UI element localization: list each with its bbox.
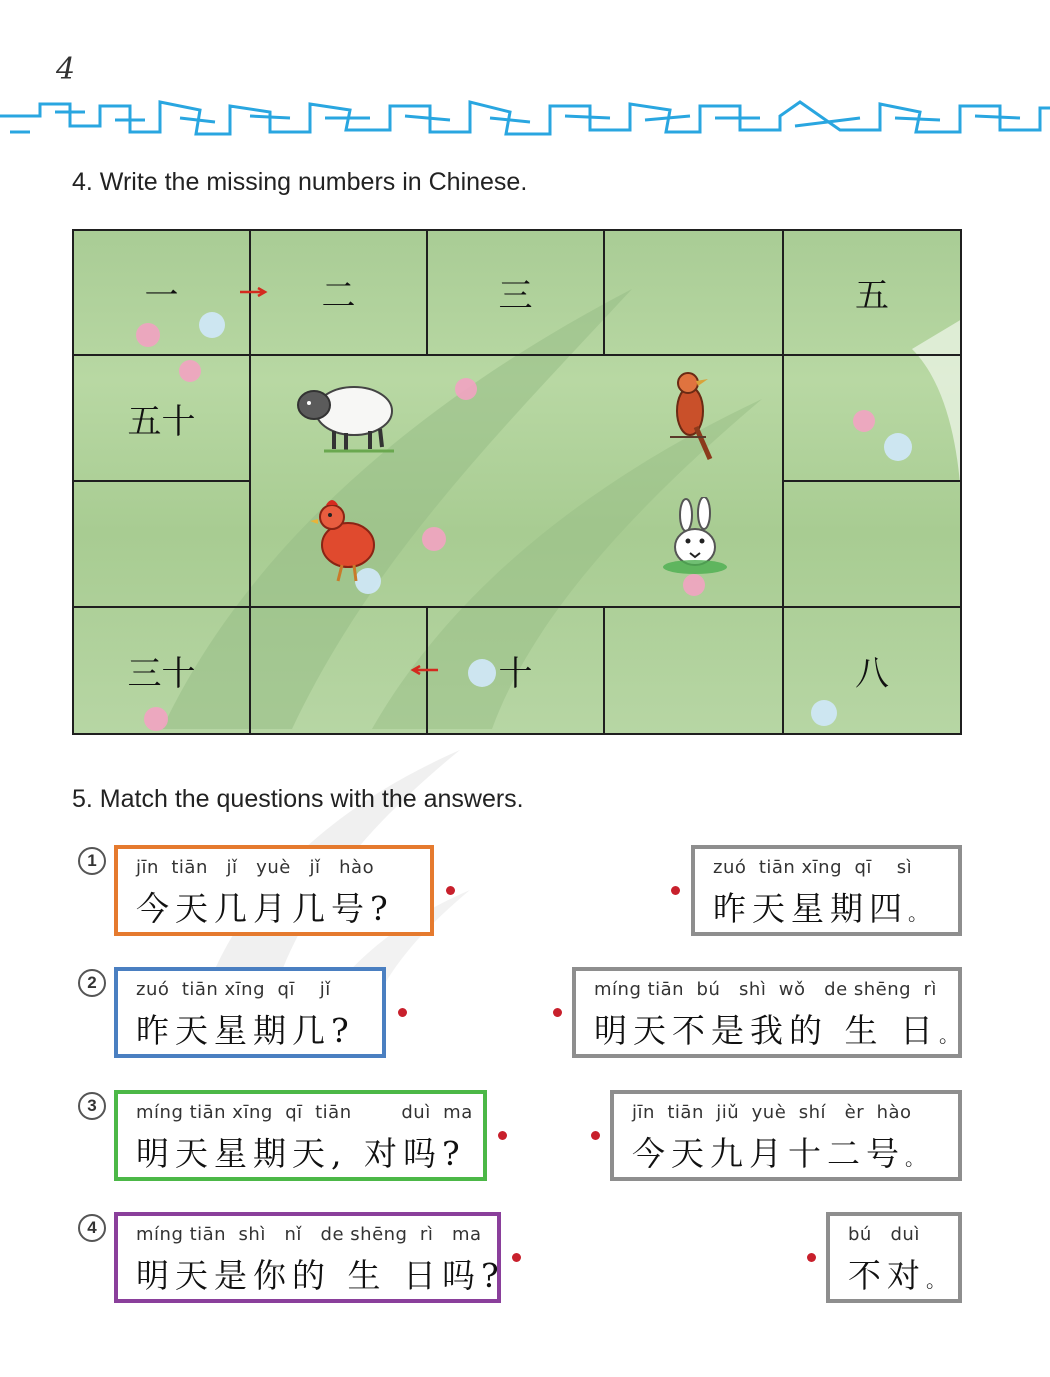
rooster-icon [308,497,380,583]
answer-2-match-dot[interactable] [553,1008,562,1017]
answer-4-match-dot[interactable] [807,1253,816,1262]
question-4-text: 明天是你的 生 日吗? [136,1256,505,1295]
question-2-match-dot[interactable] [398,1008,407,1017]
question-marker-2: 2 [78,969,106,997]
answer-4-text: 不对 [848,1256,926,1295]
grid-cell-8: 八 [782,606,962,735]
answer-1-match-dot[interactable] [671,886,680,895]
answer-3-pinyin: jīn tiān jiǔ yuè shí èr hào [632,1102,912,1123]
answer-box-2[interactable] [572,967,965,1058]
decorative-border [0,96,1050,142]
exercise-4-title: 4. Write the missing numbers in Chinese. [72,168,528,196]
answer-4-end-mark: 。 [926,1268,952,1292]
question-box-4[interactable] [114,1212,505,1303]
question-3-match-dot[interactable] [498,1131,507,1140]
question-marker-3: 3 [78,1092,106,1120]
answer-1-end-mark: 。 [908,901,934,925]
question-2-text: 昨天星期几? [136,1011,355,1050]
question-1-pinyin: jīn tiān jǐ yuè jǐ hào [136,857,375,878]
question-2-pinyin: zuó tiān xīng qī jǐ [136,979,331,1000]
grid-cell-30: 三十 [72,606,251,735]
question-box-1[interactable] [114,845,434,936]
answer-3-text: 今天九月十二号 [632,1134,905,1173]
answer-3-match-dot[interactable] [591,1131,600,1140]
answer-2-end-mark: 。 [938,1023,965,1047]
question-3-pinyin: míng tiān xīng qī tiān duì ma [136,1102,473,1123]
grid-cell-10: 十 [426,606,605,735]
grid-cell-4-blank[interactable] [603,229,784,356]
question-1-text: 今天几月几号? [136,889,394,928]
question-1-match-dot[interactable] [446,886,455,895]
sheep-icon [294,377,396,455]
rabbit-icon [660,497,730,577]
question-4-pinyin: míng tiān shì nǐ de shēng rì ma [136,1224,482,1245]
answer-box-1[interactable] [691,845,962,936]
question-marker-1: 1 [78,847,106,875]
grid-cell-bottom-blank-1[interactable] [249,606,428,735]
answer-2-pinyin: míng tiān bú shì wǒ de shēng rì [594,979,937,1000]
question-3-text: 明天星期天, 对吗? [136,1134,466,1173]
answer-1-text: 昨天星期四 [713,889,908,928]
answer-box-4[interactable] [826,1212,962,1303]
grid-cell-right-blank-2[interactable] [782,480,962,608]
bird-icon [666,369,718,465]
grid-cell-1: 一 [72,229,251,356]
question-4-match-dot[interactable] [512,1253,521,1262]
answer-4-pinyin: bú duì [848,1224,920,1245]
question-box-2[interactable] [114,967,386,1058]
grid-cell-bottom-blank-2[interactable] [603,606,784,735]
answer-3-end-mark: 。 [905,1146,931,1170]
question-marker-4: 4 [78,1214,106,1242]
number-grid [72,229,962,735]
answer-box-3[interactable] [610,1090,962,1181]
arrow-left-icon [410,665,438,675]
arrow-right-icon [240,287,268,297]
answer-2-text: 明天不是我的 生 日 [594,1011,939,1050]
answer-1-pinyin: zuó tiān xīng qī sì [713,857,913,878]
grid-cell-3: 三 [426,229,605,356]
grid-cell-left-50: 五十 [72,354,251,482]
grid-cell-2: 二 [249,229,428,356]
grid-cell-5: 五 [782,229,962,356]
page-number: 4 [56,52,76,87]
grid-cell-right-blank-1[interactable] [782,354,962,482]
grid-cell-left-blank[interactable] [72,480,251,608]
exercise-5-title: 5. Match the questions with the answers. [72,785,524,813]
question-box-3[interactable] [114,1090,487,1181]
